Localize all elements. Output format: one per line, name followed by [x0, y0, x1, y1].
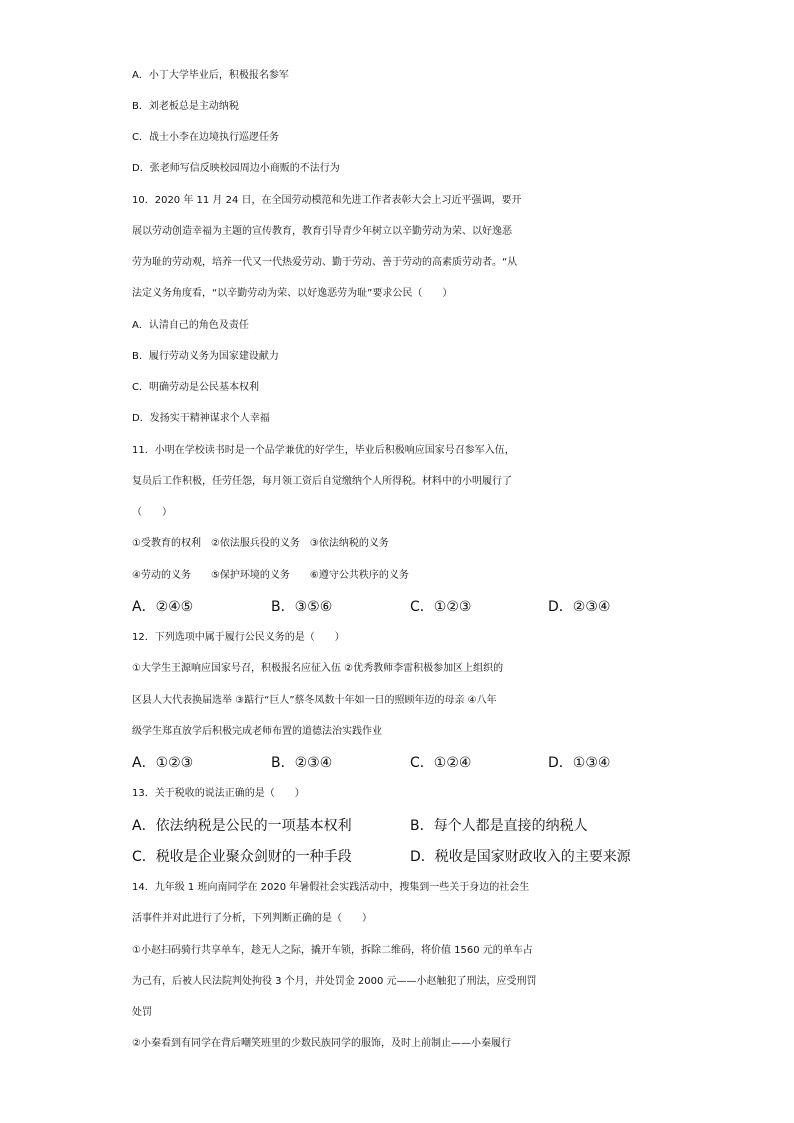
q13-option-d: D．税收是国家财政收入的主要来源: [410, 849, 631, 865]
q11-items-line2: ④劳动的义务 ⑤保护环境的义务 ⑥遵守公共秩序的义务: [132, 570, 409, 581]
q10-stem-line1: 10．2020 年 11 月 24 日，在全国劳动模范和先进工作者表彰大会上习近平强调，要开: [132, 195, 522, 206]
q9-option-b: B．刘老板总是主动纳税: [132, 101, 239, 112]
q12-option-c: C．①②④: [410, 755, 472, 771]
q11-stem-line3: （ ）: [132, 507, 172, 518]
q13-options-row1: [132, 817, 692, 835]
q12-option-b: B．②③④: [271, 755, 333, 771]
q10-option-a: A．认清自己的角色及责任: [132, 320, 249, 331]
q9-option-c: C．战士小李在边境执行巡逻任务: [132, 132, 279, 143]
q12-options-row: [132, 754, 692, 772]
q13-option-a: A．依法纳税是公民的一项基本权利: [132, 818, 352, 834]
q12-stem-line1: 12．下列选项中属于履行公民义务的是（ ）: [132, 632, 345, 643]
q13-stem-line1: 13．关于税收的说法正确的是（ ）: [132, 788, 305, 799]
q14-item2-line1: ②小秦看到有同学在背后嘲笑班里的少数民族同学的服饰，及时上前制止——小秦履行: [132, 1038, 511, 1049]
q11-option-d: D．②③④: [548, 599, 611, 615]
q12-stem-line2: ①大学生王源响应国家号召，积极报名应征入伍 ②优秀教师李雷积极参加区上组织的: [132, 663, 504, 674]
q12-option-d: D．①③④: [548, 755, 611, 771]
q14-stem-line1: 14．九年级 1 班向南同学在 2020 年暑假社会实践活动中，搜集到一些关于身边的社会生: [132, 882, 530, 893]
q12-stem-line3: 区县人大代表换届选举 ③踮行“巨人”蔡冬凤数十年如一日的照顾年迈的母亲 ④八年: [132, 695, 497, 706]
q14-item1-line2: 为己有，后被人民法院判处拘役 3 个月，并处罚金 2000 元——小赵触犯了刑法，应受刑罚: [132, 976, 537, 987]
q12-stem-line4: 级学生郑直放学后积极完成老师布置的道德法治实践作业: [132, 726, 382, 737]
q12-option-a: A．①②③: [132, 755, 194, 771]
q11-options-row: [132, 598, 692, 616]
q9-option-a: A．小丁大学毕业后，积极报名参军: [132, 70, 289, 81]
q10-option-c: C．明确劳动是公民基本权利: [132, 382, 259, 393]
q13-option-b: B．每个人都是直接的纳税人: [410, 818, 588, 834]
q10-stem-line2: 展以劳动创造幸福为主题的宣传教育，教育引导青少年树立以辛勤劳动为荣、以好逸恶: [132, 226, 512, 237]
q13-option-c: C．税收是企业聚众剑财的一种手段: [132, 849, 352, 865]
q11-option-b: B．③⑤⑥: [271, 599, 333, 615]
q11-stem-line2: 复员后工作积极，任劳任怨，每月领工资后自觉缴纳个人所得税。材料中的小明履行了: [132, 476, 512, 487]
q13-options-row2: [132, 848, 692, 866]
q11-option-c: C．①②③: [410, 599, 472, 615]
q9-option-d: D．张老师写信反映校园周边小商贩的不法行为: [132, 163, 340, 174]
q10-stem-line3: 劳为耻的劳动观，培养一代又一代热爱劳动、勤于劳动、善于劳动的高素质劳动者。“从: [132, 257, 518, 268]
q10-stem-line4: 法定义务角度看，“以辛勤劳动为荣、以好逸恶劳为耻”要求公民（ ）: [132, 288, 453, 299]
q14-stem-line2: 活事件并对此进行了分析，下列判断正确的是（ ）: [132, 913, 372, 924]
q11-option-a: A．②④⑤: [132, 599, 194, 615]
q11-stem-line1: 11．小明在学校读书时是一个品学兼优的好学生，毕业后积极响应国家号召参军入伍，: [132, 445, 515, 456]
q14-item1-line1: ①小赵扫码骑行共享单车，趁无人之际，撬开车锁，拆除二维码，将价值 1560 元的单车占: [132, 945, 533, 956]
q10-option-d: D．发扬实干精神谋求个人幸福: [132, 413, 270, 424]
q11-items-line1: ①受教育的权利 ②依法服兵役的义务 ③依法纳税的义务: [132, 538, 389, 549]
q10-option-b: B．履行劳动义务为国家建设献力: [132, 351, 279, 362]
q14-item1-line3: 处罚: [132, 1007, 152, 1018]
